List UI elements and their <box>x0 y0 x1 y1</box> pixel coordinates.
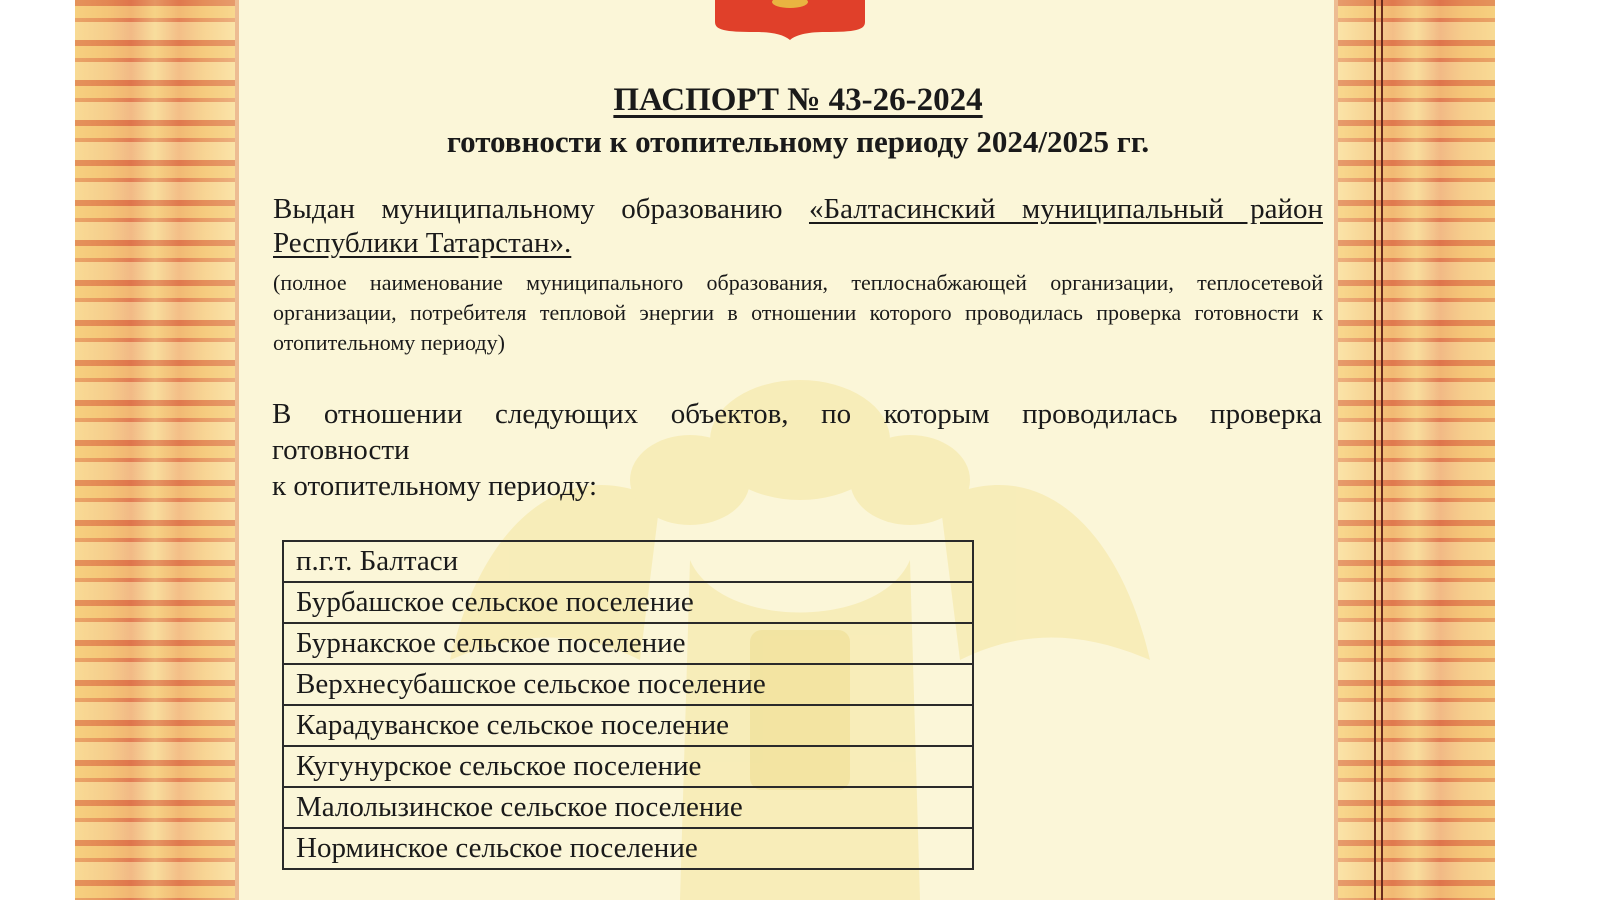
table-row <box>283 828 973 869</box>
objects-intro-line-1: В отношении следующих объектов, по которым проводилась проверка <box>272 398 1322 430</box>
right-ornamental-border <box>1338 0 1495 900</box>
field-explanation-note: (полное наименование муниципального образования, теплоснабжающей организации, теплосетевой организации, потребителя тепловой энергии в отношении которого проводилась проверка готовности к отопительному периоду) <box>273 270 1323 355</box>
left-border-edge <box>235 0 239 900</box>
left-ornamental-border <box>75 0 235 900</box>
table-row <box>283 746 973 787</box>
objects-table <box>282 540 974 870</box>
object-cell: Бурбашское сельское поселение <box>283 582 973 623</box>
object-cell: Кугунурское сельское поселение <box>283 746 973 787</box>
table-row <box>283 623 973 664</box>
table-row <box>283 705 973 746</box>
right-border-line-2 <box>1381 0 1383 900</box>
right-border-line <box>1374 0 1376 900</box>
table-row <box>283 541 973 582</box>
object-cell: п.г.т. Балтаси <box>283 541 973 582</box>
object-cell: Карадуванское сельское поселение <box>283 705 973 746</box>
objects-intro-line-2: готовности <box>272 434 410 466</box>
issued-to-paragraph <box>273 192 1323 260</box>
coat-of-arms-emblem-icon <box>715 0 865 40</box>
document-title: ПАСПОРТ № 43-26-2024 <box>613 82 983 118</box>
object-cell: Бурнакское сельское поселение <box>283 623 973 664</box>
table-row <box>283 582 973 623</box>
issued-organization: «Балтасинский муниципальный район Республики Татарстан». <box>273 193 1323 259</box>
table-row <box>283 787 973 828</box>
issued-prefix: Выдан муниципальному образованию <box>273 193 809 225</box>
objects-intro-line-3: к отопительному периоду: <box>272 470 598 502</box>
table-row <box>283 664 973 705</box>
objects-intro-paragraph <box>272 396 1322 504</box>
object-cell: Верхнесубашское сельское поселение <box>283 664 973 705</box>
object-cell: Норминское сельское поселение <box>283 828 973 869</box>
document-subtitle: готовности к отопительному периоду 2024/2025 гг. <box>446 124 1150 159</box>
object-cell: Малолызинское сельское поселение <box>283 787 973 828</box>
